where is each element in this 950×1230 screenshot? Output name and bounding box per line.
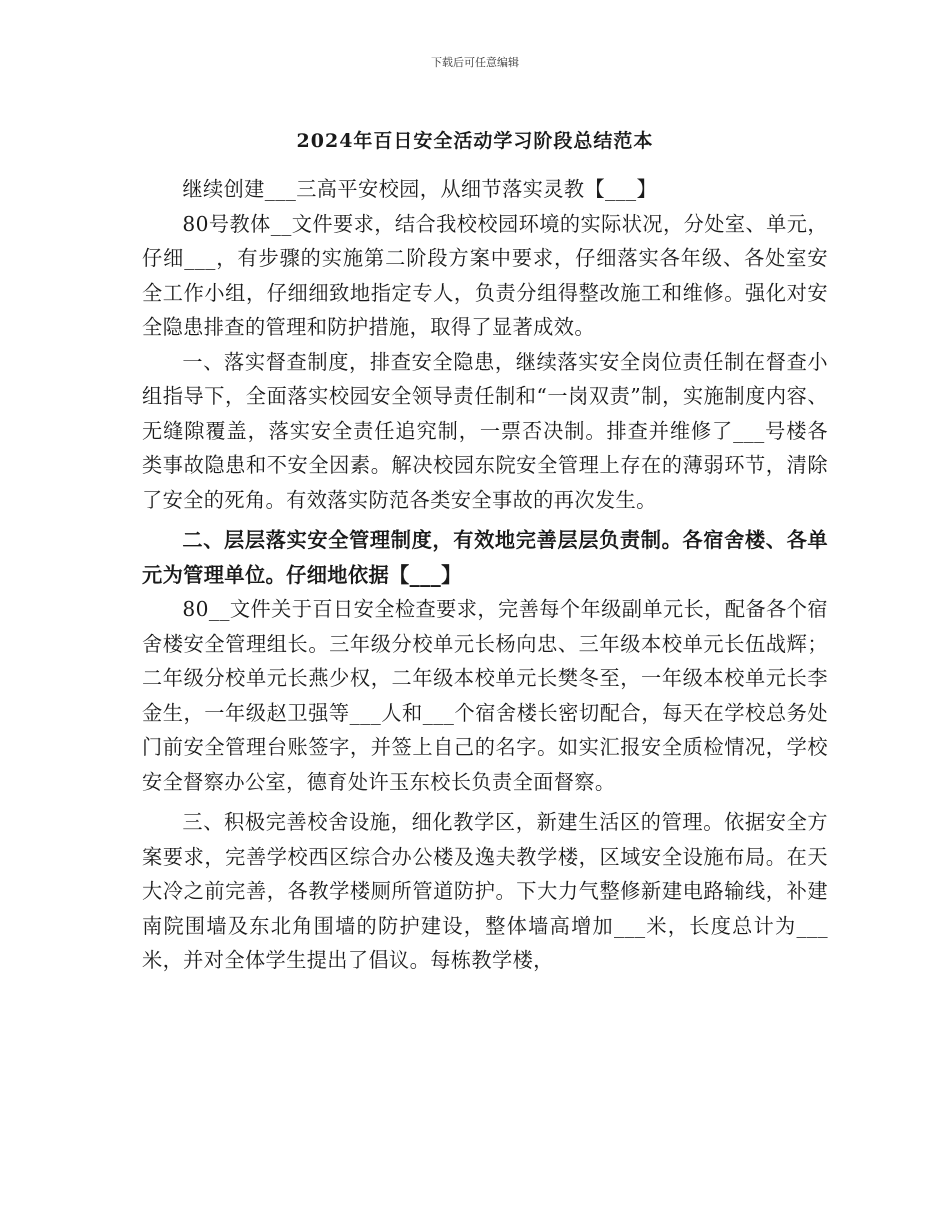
paragraph-3: 一、落实督查制度，排查安全隐患，继续落实安全岗位责任制在督查小组指导下，全面落实校园安全领导责任制和“一岗双责”制，实施制度内容、无缝隙覆盖，落实安全责任追究制，一票否决制。排查并维修了___号楼各类事故隐患和不安全因素。解决校园东院安全管理上存在的薄弱环节，清除了安全的死角。有效落实防范各类安全事故的再次发生。 xyxy=(142,349,828,512)
document-title: 2024年百日安全活动学习阶段总结范本 xyxy=(296,130,654,152)
header-note: 下载后可任意编辑 xyxy=(431,56,519,69)
paragraph-5: 80__文件关于百日安全检查要求，完善每个年级副单元长，配备各个宿舍楼安全管理组长。三年级分校单元长杨向忠、三年级本校单元长伍战辉；二年级分校单元长燕少权，二年级本校单元长樊冬至，一年级本校单元长李金生，一年级赵卫强等___人和___个宿舍楼长密切配合，每天在学校总务处门前安全管理台账签字，并签上自己的名字。如实汇报安全质检情况，学校安全督察办公室，德育处许玉东校长负责全面督察。 xyxy=(142,597,828,794)
paragraph-4-heading: 二、层层落实安全管理制度，有效地完善层层负责制。各宿舍楼、各单元为管理单位。仔细地依据【___】 xyxy=(142,528,828,587)
document-body xyxy=(142,172,828,978)
paragraph-1: 继续创建___三高平安校园，从细节落实灵教【___】 xyxy=(182,177,658,201)
paragraph-6: 三、积极完善校舍设施，细化教学区，新建生活区的管理。依据安全方案要求，完善学校西区综合办公楼及逸夫教学楼，区域安全设施布局。在天大冷之前完善，各教学楼厕所管道防护。下大力气整修新建电路输线，补建南院围墙及东北角围墙的防护建设，整体墙高增加___米，长度总计为___米，并对全体学生提出了倡议。每栋教学楼， xyxy=(142,810,828,972)
paragraph-2: 80号教体__文件要求，结合我校校园环境的实际状况，分处室、单元，仔细___，有步骤的实施第二阶段方案中要求，仔细落实各年级、各处室安全工作小组，仔细细致地指定专人，负责分组得整改施工和维修。强化对安全隐患排查的管理和防护措施，取得了显著成效。 xyxy=(142,211,828,339)
